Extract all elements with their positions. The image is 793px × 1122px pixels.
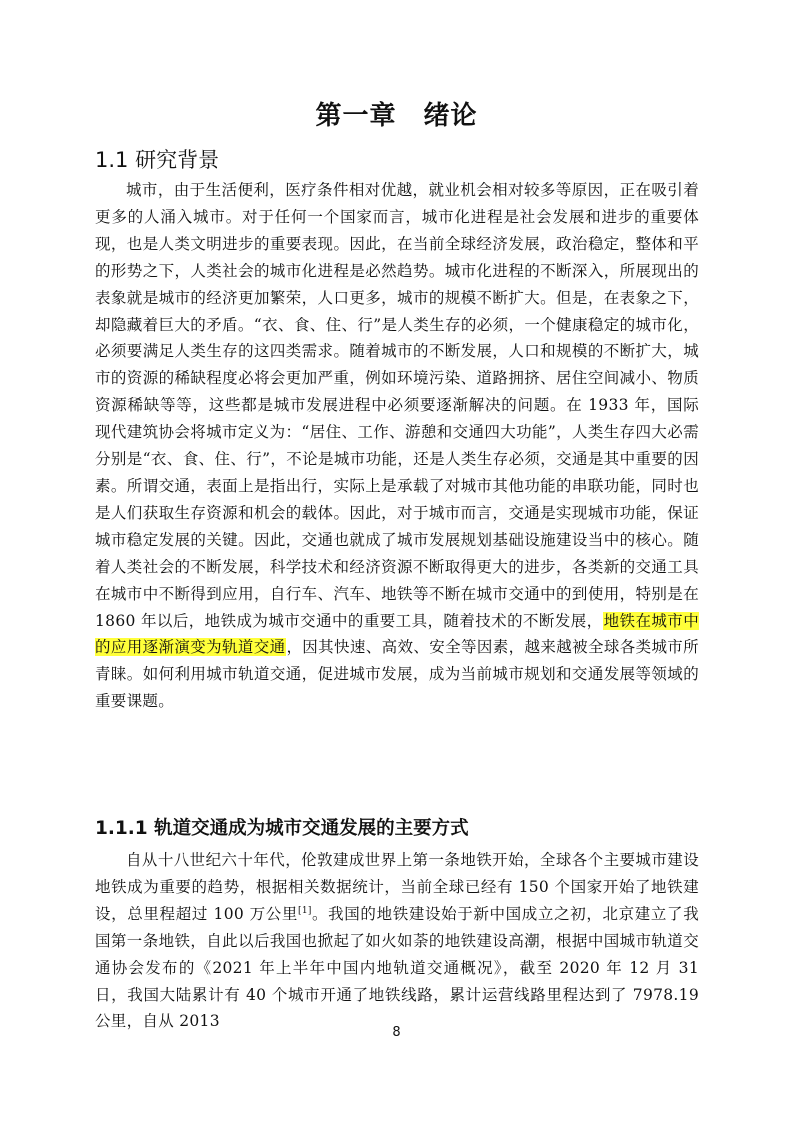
chapter-title: 第一章 绪论 [315, 101, 478, 131]
subsection-heading: 1.1.1 轨道交通成为城市交通发展的主要方式 [95, 818, 469, 839]
highlighted-text: 地铁在城市中的应用逐渐演变为轨道交通 [95, 611, 699, 657]
paragraph-text: ，因其快速、高效、安全等因素，越来越被全球各类城市所青睐。如何利用城市轨道交通，促进城市发展，成为当前城市规划和交通发展等领域的重要课题。 [95, 638, 699, 711]
body-paragraph-2 [95, 847, 699, 1035]
paragraph-text: 自从十八世纪六十年代，伦敦建成世界上第一条地铁开始，全球各个主要城市建设地铁成为重要的趋势，根据相关数据统计，当前全球已经有 150 个国家开始了地铁建设，总里程超过 100 万公里 [95, 851, 699, 923]
paragraph-text: 城市，由于生活便利，医疗条件相对优越，就业机会相对较多等原因，正在吸引着更多的人涌入城市。对于任何一个国家而言，城市化进程是社会发展和进步的重要体现，也是人类文明进步的重要表现。因此，在当前全球经济发展，政治稳定，整体和平的形势之下，人类社会的城市化进程是必然趋势。城市化进程的不断深入，所展现出的表象就是城市的经济更加繁荣，人口更多，城市的规模不断扩大。但是，在表象之下，却隐藏着巨大的矛盾。“衣、食、住、行”是人类生存的必须，一个健康稳定的城市化，必须要满足人类生存的这四类需求。随着城市的不断发展，人口和规模的不断扩大，城市的资源的稀缺程度必将会更加严重，例如环境污染、道路拥挤、居住空间减小、物质资源稀缺等等，这些都是城市发展进程中必须要逐渐解决的问题。在 1933 年，国际现代建筑协会将城市定义为：“居住、工作、游憩和交通四大功能”，人类生存四大必需分别是“衣、食、住、行”，不论是城市功能，还是人类生存必须，交通是其中重要的因素。所谓交通，表面上是指出行，实际上是承载了对城市其他功能的串联功能，同时也是人们获取生存资源和机会的载体。因此，对于城市而言，交通是实现城市功能，保证城市稳定发展的关键。因此，交通也就成了城市发展规划基础设施建设当中的核心。随着人类社会的不断发展，科学技术和经济资源不断取得更大的进步，各类新的交通工具在城市中不断得到应用，自行车、汽车、地铁等不断在城市交通中的到使用，特别是在 1860 年以后，地铁成为城市交通中的重要工具，随着技术的不断发展， [95, 181, 699, 630]
citation-reference[interactable]: [1] [298, 905, 312, 916]
paragraph-text: 。我国的地铁建设始于新中国成立之初，北京建立了我国第一条地铁，自此以后我国也掀起了如火如荼的地铁建设高潮，根据中国城市轨道交通协会发布的《2021 年上半年中国内地轨道交通概况》，截至 2020 年 12 月 31 日，我国大陆累计有 40 个城市开通了地铁线路，累计运营线路里程达到了 7978.19 公里，自从 2013 [95, 904, 699, 1031]
page-number: 8 [392, 1025, 401, 1040]
body-paragraph-1 [95, 177, 699, 715]
section-heading: 1.1 研究背景 [95, 148, 220, 172]
